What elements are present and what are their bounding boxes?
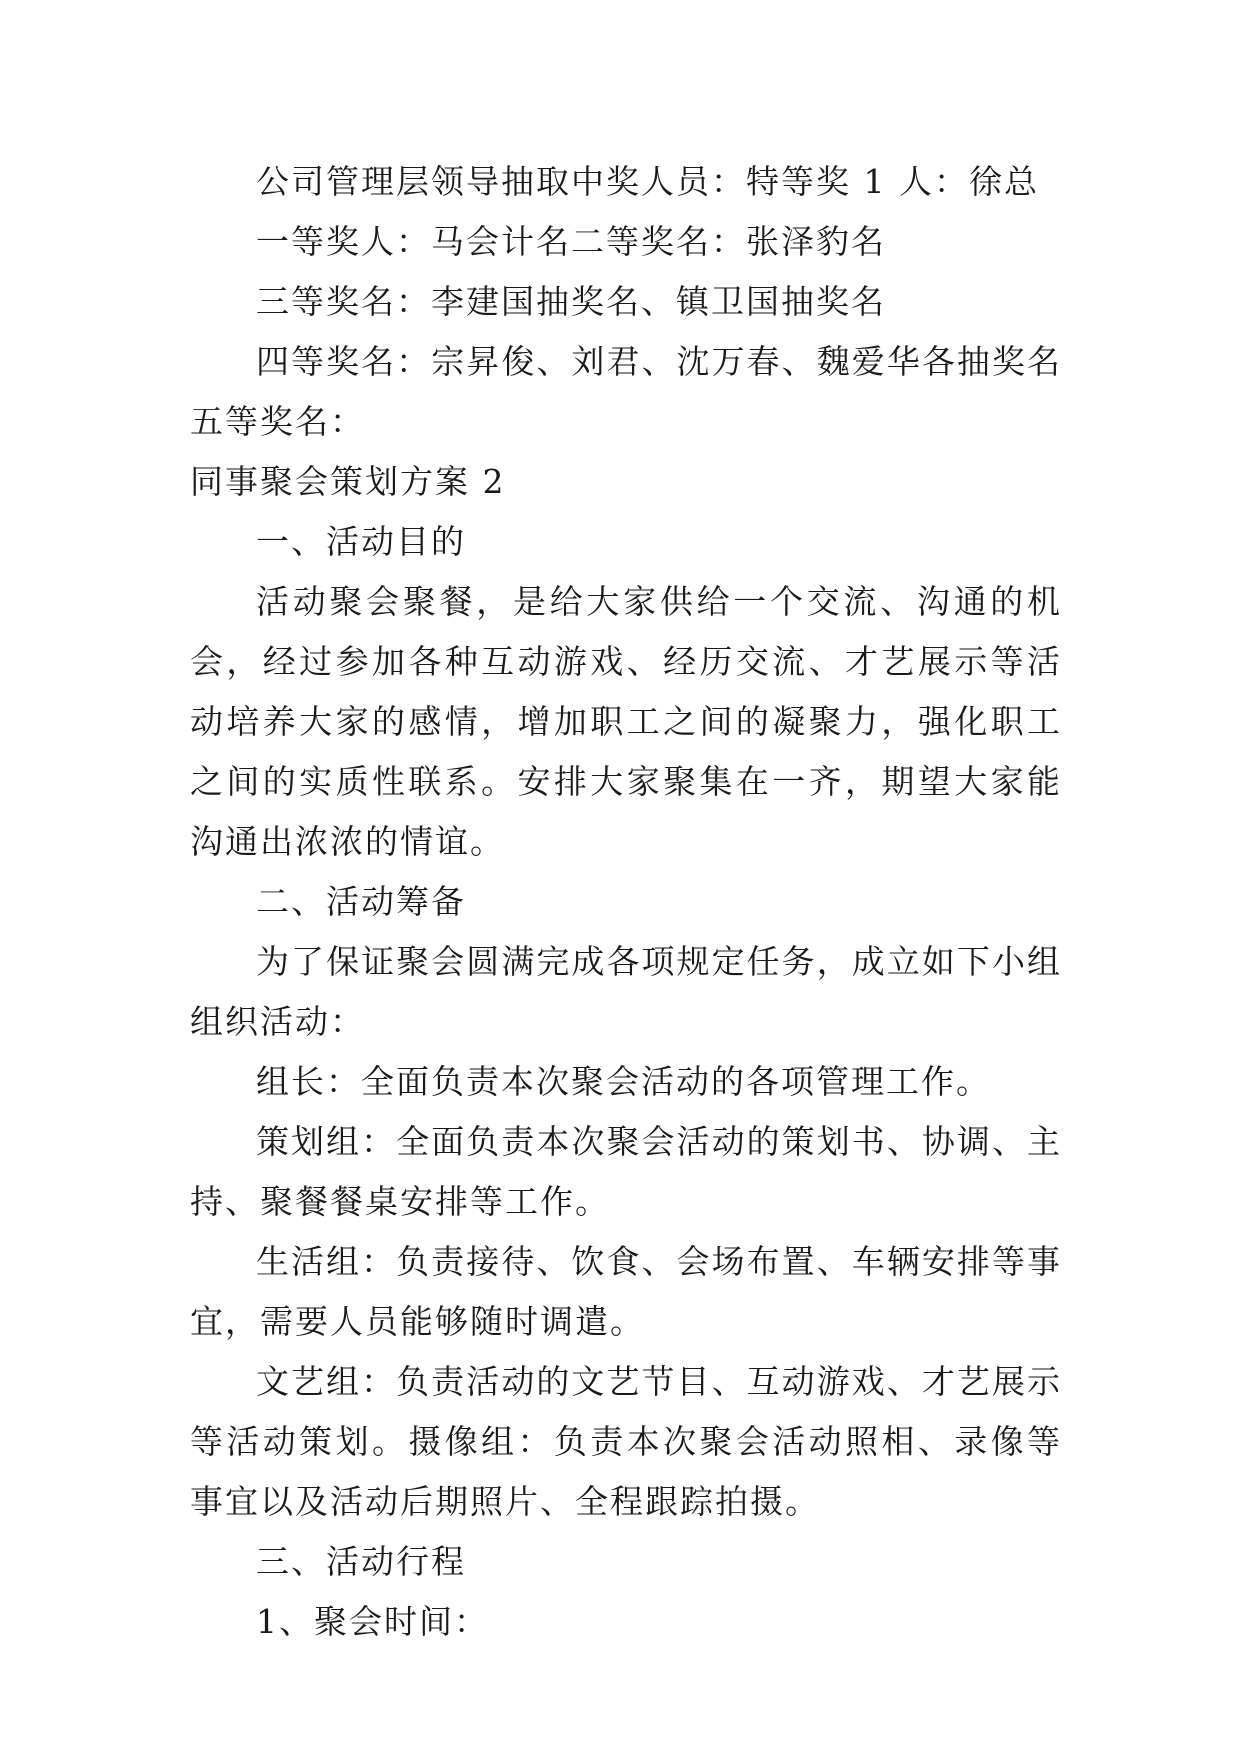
paragraph-planning-group: 策划组：全面负责本次聚会活动的策划书、协调、主持、聚餐餐桌安排等工作。 (190, 1122, 1062, 1221)
paragraph-activity-purpose: 活动聚会聚餐，是给大家供给一个交流、沟通的机会，经过参加各种互动游戏、经历交流、才艺展示等活动培养大家的感情，增加职工之间的凝聚力，强化职工之间的实质性联系。安排大家聚集在一齐，期望大家能沟通出浓浓的情谊。 (190, 582, 1062, 861)
section-title: 同事聚会策划方案 2 (190, 462, 506, 501)
document-body (190, 152, 1062, 1652)
paragraph-prize-first-second: 一等奖人：马会计名二等奖名：张泽豹名 (256, 222, 886, 261)
heading-activity-itinerary: 三、活动行程 (256, 1542, 466, 1581)
paragraph-prize-third: 三等奖名：李建国抽奖名、镇卫国抽奖名 (256, 282, 886, 321)
paragraph-logistics-group: 生活组：负责接待、饮食、会场布置、车辆安排等事宜，需要人员能够随时调遣。 (190, 1242, 1062, 1341)
paragraph-prize-fourth-fifth: 四等奖名：宗昇俊、刘君、沈万春、魏爱华各抽奖名五等奖名： (190, 342, 1062, 441)
heading-activity-purpose: 一、活动目的 (256, 522, 466, 561)
paragraph-prize-special: 公司管理层领导抽取中奖人员：特等奖 1 人：徐总 (256, 162, 1039, 201)
paragraph-gathering-time: 1、聚会时间： (256, 1602, 489, 1641)
paragraph-group-leader: 组长：全面负责本次聚会活动的各项管理工作。 (256, 1062, 991, 1101)
paragraph-arts-photo-group: 文艺组：负责活动的文艺节目、互动游戏、才艺展示等活动策划。摄像组：负责本次聚会活动照相、录像等事宜以及活动后期照片、全程跟踪拍摄。 (190, 1362, 1062, 1521)
heading-activity-preparation: 二、活动筹备 (256, 882, 466, 921)
paragraph-preparation-intro: 为了保证聚会圆满完成各项规定任务，成立如下小组组织活动： (190, 942, 1062, 1041)
